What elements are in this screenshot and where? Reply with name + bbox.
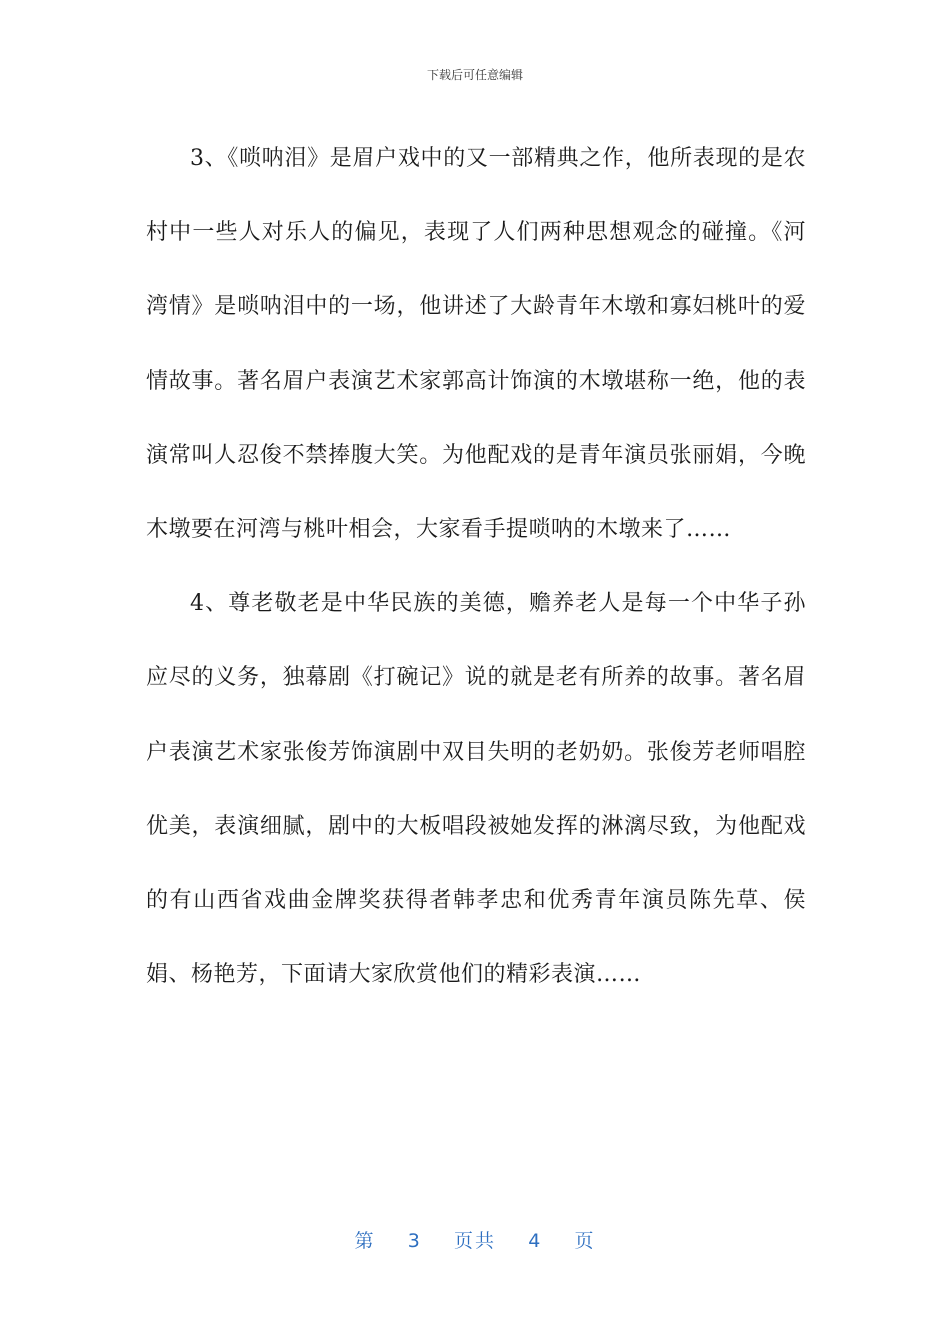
document-body bbox=[146, 122, 806, 1012]
page-number-footer bbox=[0, 1226, 950, 1253]
page-header-note: 下载后可任意编辑 bbox=[426, 68, 523, 82]
footer-label-middle: 页共 bbox=[453, 1230, 496, 1252]
footer-label-before: 第 bbox=[354, 1230, 376, 1252]
paragraph-3: 3、《唢呐泪》是眉户戏中的又一部精典之作，他所表现的是农村中一些人对乐人的偏见，表现了人们两种思想观念的碰撞。《河湾情》是唢呐泪中的一场，他讲述了大龄青年木墩和寡妇桃叶的爱情故事。著名眉户表演艺术家郭高计饰演的木墩堪称一绝，他的表演常叫人忍俊不禁捧腹大笑。为他配戏的是青年演员张丽娟，今晚木墩要在河湾与桃叶相会，大家看手提唢呐的木墩来了…… bbox=[146, 146, 806, 543]
footer-total-pages: 4 bbox=[528, 1230, 543, 1252]
paragraph-4: 4、尊老敬老是中华民族的美德，赡养老人是每一个中华子孙应尽的义务，独幕剧《打碗记》说的就是老有所养的故事。著名眉户表演艺术家张俊芳饰演剧中双目失明的老奶奶。张俊芳老师唱腔优美，表演细腻，剧中的大板唱段被她发挥的淋漓尽致，为他配戏的有山西省戏曲金牌奖获得者韩孝忠和优秀青年演员陈先草、侯娟、杨艳芳，下面请大家欣赏他们的精彩表演…… bbox=[146, 591, 806, 988]
footer-label-after: 页 bbox=[574, 1230, 596, 1252]
footer-current-page: 3 bbox=[407, 1230, 422, 1252]
